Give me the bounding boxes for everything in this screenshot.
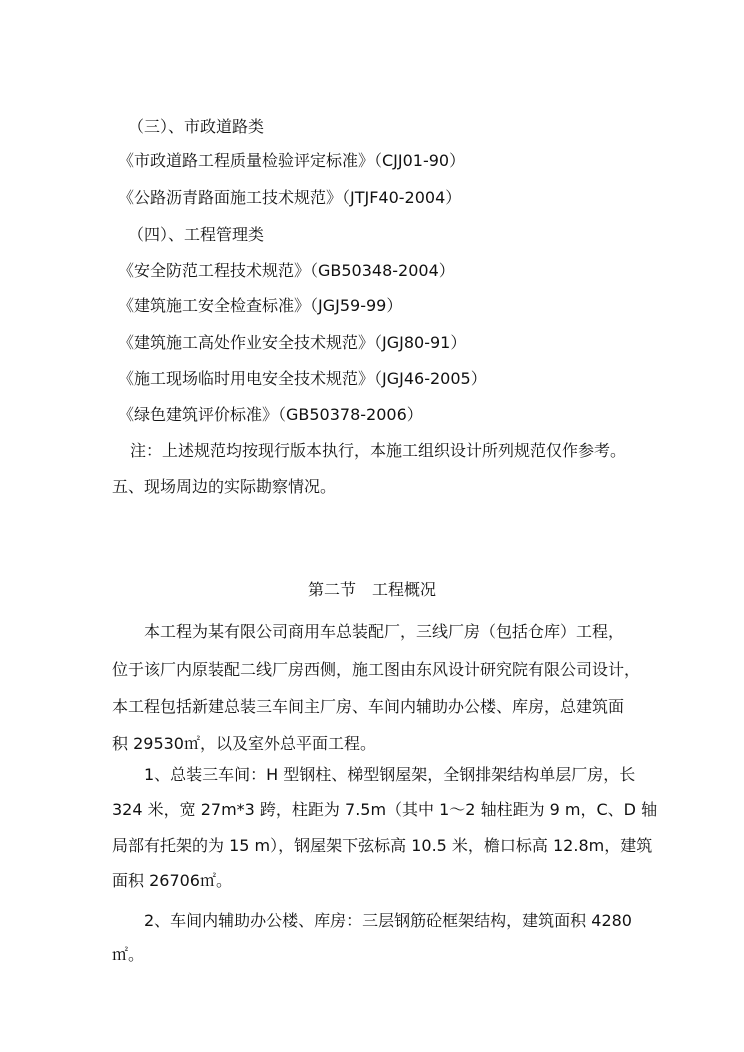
standard-item: 《市政道路工程质量检验评定标准》（CJJ01-90） — [118, 151, 466, 170]
section-title: 第二节 工程概况 — [307, 580, 436, 599]
intro-line: 位于该厂内原装配二线厂房西侧，施工图由东风设计研究院有限公司设计， — [112, 660, 641, 679]
item2-line: ㎡。 — [112, 945, 145, 964]
municipal-heading: （三）、市政道路类 — [128, 117, 265, 136]
item1-line: 324 米，宽 27m*3 跨，柱距为 7.5m（其中 1～2 轴柱距为 9 m，C、D 轴 — [112, 800, 658, 819]
intro-line: 本工程包括新建总装三车间主厂房、车间内辅助办公楼、库房，总建筑面 — [112, 697, 625, 716]
item1-line: 局部有托架的为 15 m），钢屋架下弦标高 10.5 米，檐口标高 12.8m，建筑 — [112, 836, 653, 855]
section-five-heading: 五、现场周边的实际勘察情况。 — [112, 477, 337, 496]
item2-line: 2、车间内辅助办公楼、库房：三层钢筋砼框架结构，建筑面积 4280 — [112, 911, 632, 930]
standard-item: 《建筑施工安全检查标准》（JGJ59-99） — [118, 296, 403, 315]
item1-line: 面积 26706㎡。 — [112, 871, 232, 890]
intro-line: 本工程为某有限公司商用车总装配厂，三线厂房（包括仓库）工程， — [112, 622, 625, 641]
management-heading: （四）、工程管理类 — [128, 225, 265, 244]
standard-item: 《公路沥青路面施工技术规范》（JTJF40-2004） — [118, 188, 462, 207]
standard-item: 《绿色建筑评价标准》（GB50378-2006） — [118, 405, 423, 424]
standard-item: 《建筑施工高处作业安全技术规范》（JGJ80-91） — [118, 333, 467, 352]
standards-note: 注：上述规范均按现行版本执行，本施工组织设计所列规范仅作参考。 — [130, 441, 627, 460]
standard-item: 《安全防范工程技术规范》（GB50348-2004） — [118, 261, 455, 280]
item1-line: 1、总装三车间：H 型钢柱、梯型钢屋架，全钢排架结构单层厂房，长 — [112, 765, 636, 784]
intro-line: 积 29530㎡，以及室外总平面工程。 — [112, 734, 376, 753]
standard-item: 《施工现场临时用电安全技术规范》（JGJ46-2005） — [118, 369, 487, 388]
